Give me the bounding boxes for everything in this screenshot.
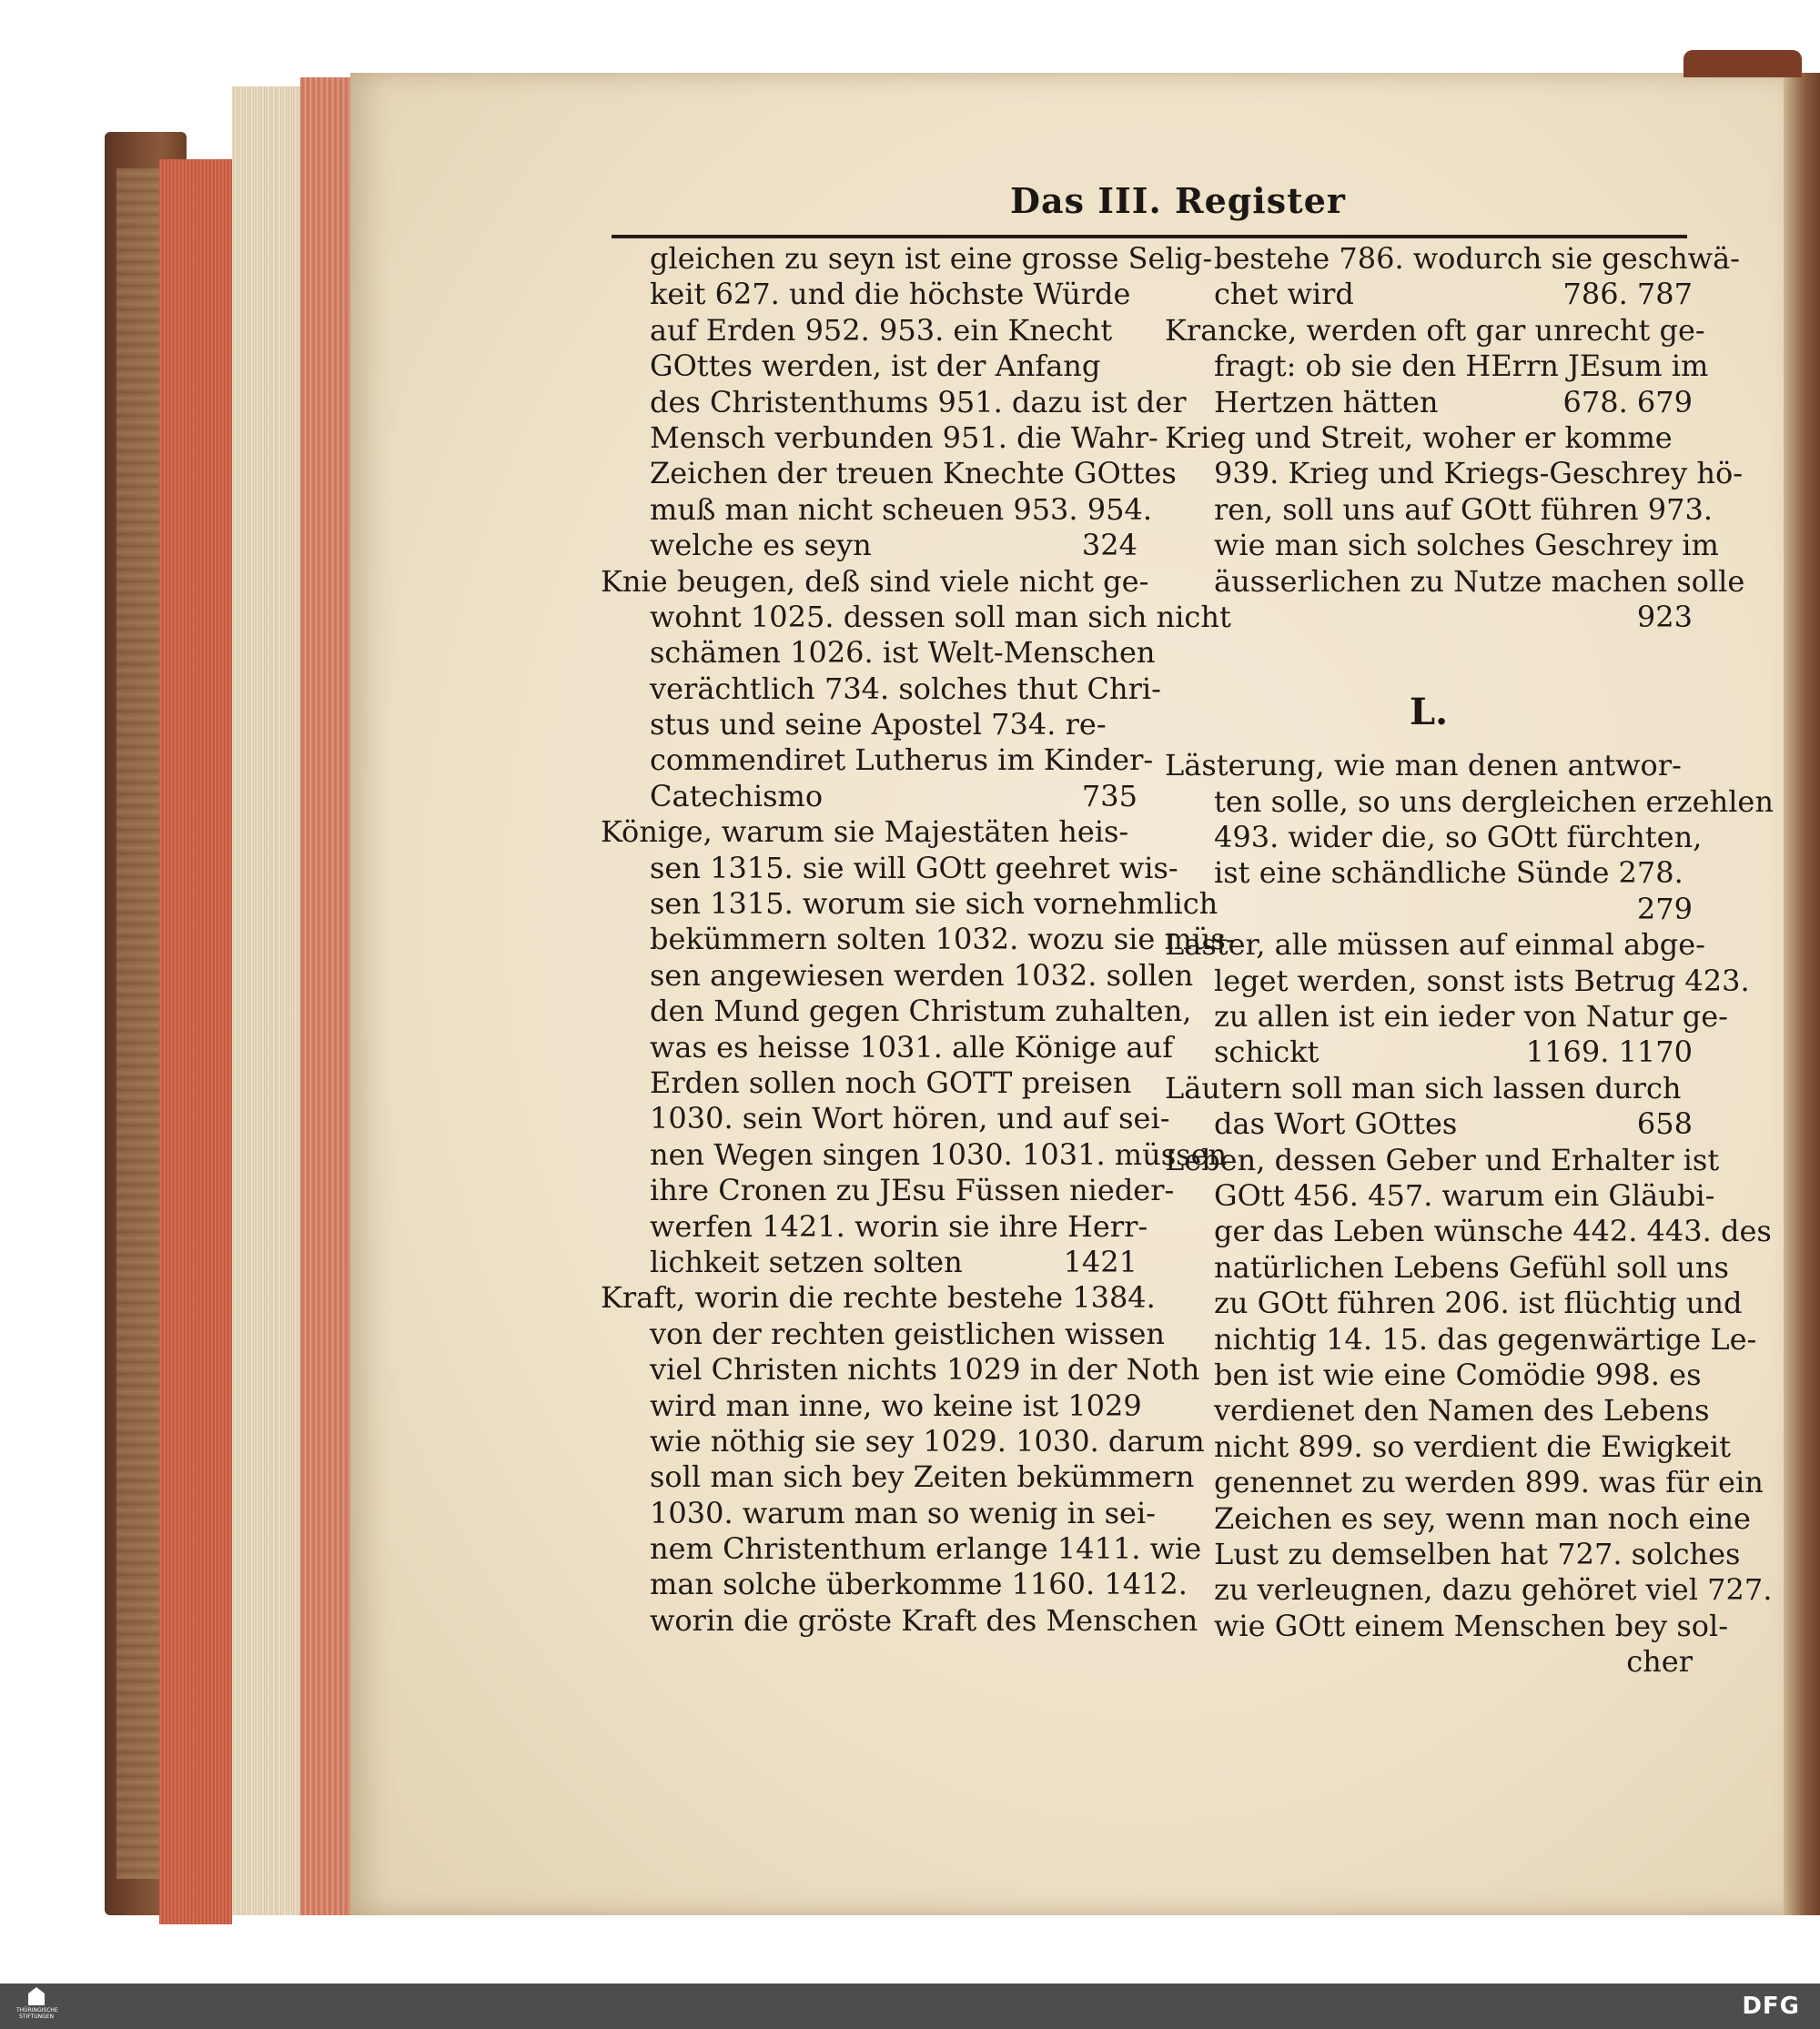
index-line bbox=[1165, 1608, 1729, 1644]
index-text: ist eine schändliche Sünde 278. bbox=[1214, 855, 1684, 891]
index-text: sen 1315. worum sie sich vornehmlich bbox=[650, 886, 1218, 922]
index-line bbox=[601, 1495, 1156, 1531]
index-line bbox=[601, 1029, 1174, 1065]
index-line bbox=[1165, 1286, 1743, 1321]
index-line bbox=[601, 814, 1138, 850]
index-line bbox=[601, 1531, 1202, 1567]
index-line bbox=[1165, 1428, 1732, 1465]
index-text: wie nöthig sie sey 1029. 1030. darum bbox=[650, 1423, 1205, 1459]
index-text: zu GOtt führen 206. ist flüchtig und bbox=[1214, 1286, 1743, 1321]
index-text: man solche überkomme 1160. 1412. bbox=[650, 1567, 1188, 1602]
index-line bbox=[601, 1136, 1228, 1173]
index-line bbox=[601, 456, 1177, 491]
index-line bbox=[601, 1280, 1156, 1316]
index-text: commendiret Lutherus im Kinder- bbox=[650, 742, 1154, 778]
index-text: Lust zu demselben hat 727. solches bbox=[1214, 1536, 1741, 1571]
index-line bbox=[1165, 348, 1709, 384]
index-text: werfen 1421. worin sie ihre Herr- bbox=[650, 1208, 1148, 1244]
index-text: nem Christenthum erlange 1411. wie bbox=[650, 1531, 1202, 1567]
index-line bbox=[1165, 963, 1750, 999]
header-rule bbox=[612, 235, 1687, 238]
index-text: bestehe 786. wodurch sie geschwä- bbox=[1214, 241, 1740, 276]
dfg-logo[interactable]: DFG bbox=[1742, 1993, 1800, 2020]
index-line bbox=[1165, 1393, 1710, 1428]
index-line bbox=[1165, 1249, 1729, 1286]
index-text: nicht 899. so verdient die Ewigkeit bbox=[1214, 1428, 1732, 1464]
index-text: Könige, warum sie Majestäten heis- bbox=[601, 814, 1129, 850]
index-line bbox=[1165, 927, 1705, 963]
institution-logo[interactable] bbox=[16, 1985, 56, 2025]
index-line bbox=[1165, 1572, 1773, 1608]
index-line bbox=[601, 1423, 1205, 1459]
page-reference: 735 bbox=[1081, 778, 1138, 813]
index-line bbox=[601, 1567, 1188, 1602]
index-line bbox=[1165, 1071, 1693, 1106]
right-column-bottom bbox=[1165, 748, 1774, 1644]
index-text: das Wort GOttes bbox=[1214, 1106, 1458, 1142]
index-line bbox=[601, 277, 1138, 312]
index-text: ihre Cronen zu JEsu Füssen nieder- bbox=[650, 1173, 1175, 1208]
index-line bbox=[1165, 385, 1693, 420]
right-column-top bbox=[1165, 241, 1745, 635]
index-text: leget werden, sonst ists Betrug 423. bbox=[1214, 963, 1750, 998]
index-text: verächtlich 734. solches thut Chri- bbox=[650, 671, 1161, 706]
index-line bbox=[601, 635, 1156, 671]
index-text: zu allen ist ein ieder von Natur ge- bbox=[1214, 999, 1728, 1035]
index-line bbox=[1165, 600, 1693, 635]
right-column bbox=[1165, 241, 1774, 1680]
index-line bbox=[601, 850, 1178, 886]
index-text: genennet zu werden 899. was für ein bbox=[1214, 1465, 1764, 1500]
index-line bbox=[601, 1245, 1138, 1280]
index-line bbox=[1165, 312, 1705, 348]
index-line bbox=[601, 491, 1152, 528]
index-line bbox=[1165, 855, 1693, 891]
index-line bbox=[601, 1352, 1200, 1388]
index-text: 939. Krieg und Kriegs-Geschrey hö- bbox=[1214, 456, 1744, 491]
index-line bbox=[1165, 1035, 1693, 1070]
index-line bbox=[1165, 1142, 1720, 1178]
index-text: gleichen zu seyn ist eine grosse Selig- bbox=[650, 241, 1213, 276]
page-reference: 324 bbox=[1081, 528, 1138, 563]
left-column bbox=[601, 241, 1236, 1639]
index-text: lichkeit setzen solten bbox=[650, 1244, 963, 1279]
index-text: keit 627. und die höchste Würde bbox=[650, 277, 1131, 312]
index-line bbox=[1165, 892, 1693, 927]
index-text: Krieg und Streit, woher er komme bbox=[1165, 419, 1673, 455]
index-text: Läutern soll man sich lassen durch bbox=[1165, 1070, 1682, 1105]
letter-heading: L. bbox=[1409, 691, 1449, 734]
index-text: auf Erden 952. 953. ein Knecht bbox=[650, 312, 1113, 348]
index-text: soll man sich bey Zeiten bekümmern bbox=[650, 1459, 1195, 1495]
index-text: natürlichen Lebens Gefühl soll uns bbox=[1214, 1249, 1729, 1285]
index-line bbox=[601, 957, 1194, 994]
index-text: bekümmern solten 1032. wozu sie müs- bbox=[650, 922, 1236, 957]
index-line bbox=[601, 1208, 1148, 1245]
index-line bbox=[601, 1602, 1198, 1639]
index-text: des Christenthums 951. dazu ist der bbox=[650, 384, 1187, 419]
index-line bbox=[1165, 491, 1714, 528]
index-text: ten solle, so uns dergleichen erzehlen bbox=[1214, 783, 1774, 819]
index-line bbox=[601, 384, 1187, 420]
index-text: stus und seine Apostel 734. re- bbox=[650, 707, 1107, 742]
index-text: 1030. warum man so wenig in sei- bbox=[650, 1495, 1156, 1530]
index-line bbox=[601, 348, 1138, 384]
index-line bbox=[601, 671, 1161, 707]
index-line bbox=[601, 1173, 1175, 1208]
index-line bbox=[601, 1316, 1166, 1352]
index-line bbox=[601, 419, 1158, 456]
page-edges-red bbox=[300, 77, 355, 1915]
index-line bbox=[1165, 820, 1703, 855]
page-reference: 1421 bbox=[1063, 1244, 1138, 1279]
index-line bbox=[1165, 241, 1740, 277]
index-text: worin die gröste Kraft des Menschen bbox=[650, 1602, 1198, 1638]
index-line bbox=[1165, 1500, 1751, 1537]
index-text: 493. wider die, so GOtt fürchten, bbox=[1214, 820, 1703, 855]
index-text: Lästerung, wie man denen antwor- bbox=[1165, 748, 1682, 783]
facing-page-edge bbox=[1784, 73, 1820, 1915]
index-text: verdienet den Namen des Lebens bbox=[1214, 1393, 1710, 1428]
index-line bbox=[1165, 1106, 1693, 1142]
index-text: GOttes werden, ist der Anfang bbox=[650, 348, 1101, 384]
index-line bbox=[601, 1101, 1170, 1136]
logo-text: THÜRINGISCHE STIFTUNGEN bbox=[16, 2007, 58, 2020]
index-line bbox=[601, 313, 1138, 348]
index-text: ben ist wie eine Comödie 998. es bbox=[1214, 1357, 1702, 1392]
index-line bbox=[601, 779, 1138, 814]
index-text: schämen 1026. ist Welt-Menschen bbox=[650, 635, 1156, 671]
index-text: Mensch verbunden 951. die Wahr- bbox=[650, 419, 1158, 455]
index-line bbox=[601, 922, 1236, 957]
index-text: schickt bbox=[1214, 1035, 1320, 1070]
index-text: Krancke, werden oft gar unrecht ge- bbox=[1165, 312, 1705, 348]
index-line bbox=[1165, 1321, 1757, 1358]
index-text: chet wird bbox=[1214, 277, 1354, 312]
index-line bbox=[1165, 999, 1728, 1035]
index-line bbox=[1165, 1214, 1772, 1249]
index-text: GOtt 456. 457. warum ein Gläubi- bbox=[1214, 1177, 1715, 1213]
index-text: Erden sollen noch GOTT preisen bbox=[650, 1065, 1132, 1100]
index-line bbox=[601, 886, 1218, 922]
index-text: wird man inne, wo keine ist 1029 bbox=[650, 1388, 1142, 1423]
index-text: Laster, alle müssen auf einmal abge- bbox=[1165, 927, 1705, 963]
index-line bbox=[601, 742, 1154, 778]
index-text: wohnt 1025. dessen soll man sich nicht bbox=[650, 599, 1231, 634]
index-line bbox=[601, 707, 1138, 742]
index-text: Zeichen der treuen Knechte GOttes bbox=[650, 456, 1177, 491]
index-line bbox=[1165, 420, 1693, 456]
section-spacer bbox=[1165, 635, 1693, 677]
index-line bbox=[1165, 1465, 1764, 1500]
index-line bbox=[1165, 528, 1719, 563]
index-line bbox=[1165, 748, 1693, 783]
catchword: cher bbox=[1626, 1644, 1693, 1680]
index-text: 1030. sein Wort hören, und auf sei- bbox=[650, 1101, 1170, 1136]
index-line bbox=[1165, 1177, 1715, 1214]
index-line bbox=[601, 528, 1138, 563]
index-line bbox=[1165, 1536, 1741, 1572]
index-text: fragt: ob sie den HErrn JEsum im bbox=[1214, 348, 1709, 384]
index-text: sen 1315. sie will GOtt geehret wis- bbox=[650, 850, 1178, 885]
page-block-red-edge bbox=[159, 159, 232, 1924]
index-text: Leben, dessen Geber und Erhalter ist bbox=[1165, 1142, 1720, 1177]
index-text: ren, soll uns auf GOtt führen 973. bbox=[1214, 491, 1714, 527]
page-reference: 786. 787 bbox=[1562, 277, 1693, 312]
index-line bbox=[601, 599, 1231, 635]
index-text: den Mund gegen Christum zuhalten, bbox=[650, 994, 1192, 1029]
index-text: nichtig 14. 15. das gegenwärtige Le- bbox=[1214, 1321, 1757, 1357]
page-reference: 1169. 1170 bbox=[1525, 1035, 1693, 1070]
index-text: muß man nicht scheuen 953. 954. bbox=[650, 491, 1152, 527]
index-text: welche es seyn bbox=[650, 528, 872, 563]
index-text: wie GOtt einem Menschen bey sol- bbox=[1214, 1608, 1729, 1643]
page-reference: 658 bbox=[1636, 1106, 1693, 1142]
viewer-footer-bar bbox=[0, 1984, 1820, 2029]
index-text: Zeichen es sey, wenn man noch eine bbox=[1214, 1500, 1751, 1536]
index-text: Hertzen hätten bbox=[1214, 384, 1439, 419]
index-text: wie man sich solches Geschrey im bbox=[1214, 528, 1719, 563]
page-reference: 923 bbox=[1636, 599, 1693, 634]
index-text: ger das Leben wünsche 442. 443. des bbox=[1214, 1214, 1772, 1249]
index-text: nen Wegen singen 1030. 1031. müssen bbox=[650, 1136, 1228, 1172]
index-text: sen angewiesen werden 1032. sollen bbox=[650, 957, 1194, 993]
running-head: Das III. Register bbox=[1010, 180, 1346, 221]
index-line bbox=[1165, 277, 1693, 312]
index-text: Knie beugen, deß sind viele nicht ge- bbox=[601, 563, 1149, 599]
index-line bbox=[601, 1388, 1142, 1424]
index-line bbox=[601, 241, 1213, 277]
index-text: Kraft, worin die rechte bestehe 1384. bbox=[601, 1280, 1156, 1316]
index-line bbox=[1165, 783, 1774, 820]
index-line bbox=[601, 563, 1149, 600]
index-line bbox=[1165, 1357, 1702, 1393]
cover-corner bbox=[1684, 50, 1802, 77]
index-line bbox=[1165, 456, 1744, 491]
index-text: viel Christen nichts 1029 in der Noth bbox=[650, 1352, 1200, 1388]
index-line bbox=[601, 994, 1192, 1029]
index-text: äusserlichen zu Nutze machen solle bbox=[1214, 563, 1745, 599]
index-text: zu verleugnen, dazu gehöret viel 727. bbox=[1214, 1572, 1773, 1608]
index-line bbox=[601, 1459, 1195, 1495]
index-line bbox=[1165, 563, 1745, 600]
index-line bbox=[601, 1065, 1138, 1101]
page-reference: 279 bbox=[1636, 891, 1693, 926]
page-reference: 678. 679 bbox=[1562, 384, 1693, 419]
index-text: Catechismo bbox=[650, 778, 824, 813]
index-text: von der rechten geistlichen wissen bbox=[650, 1316, 1166, 1351]
castle-icon bbox=[28, 1987, 45, 2005]
index-text: was es heisse 1031. alle Könige auf bbox=[650, 1029, 1174, 1065]
